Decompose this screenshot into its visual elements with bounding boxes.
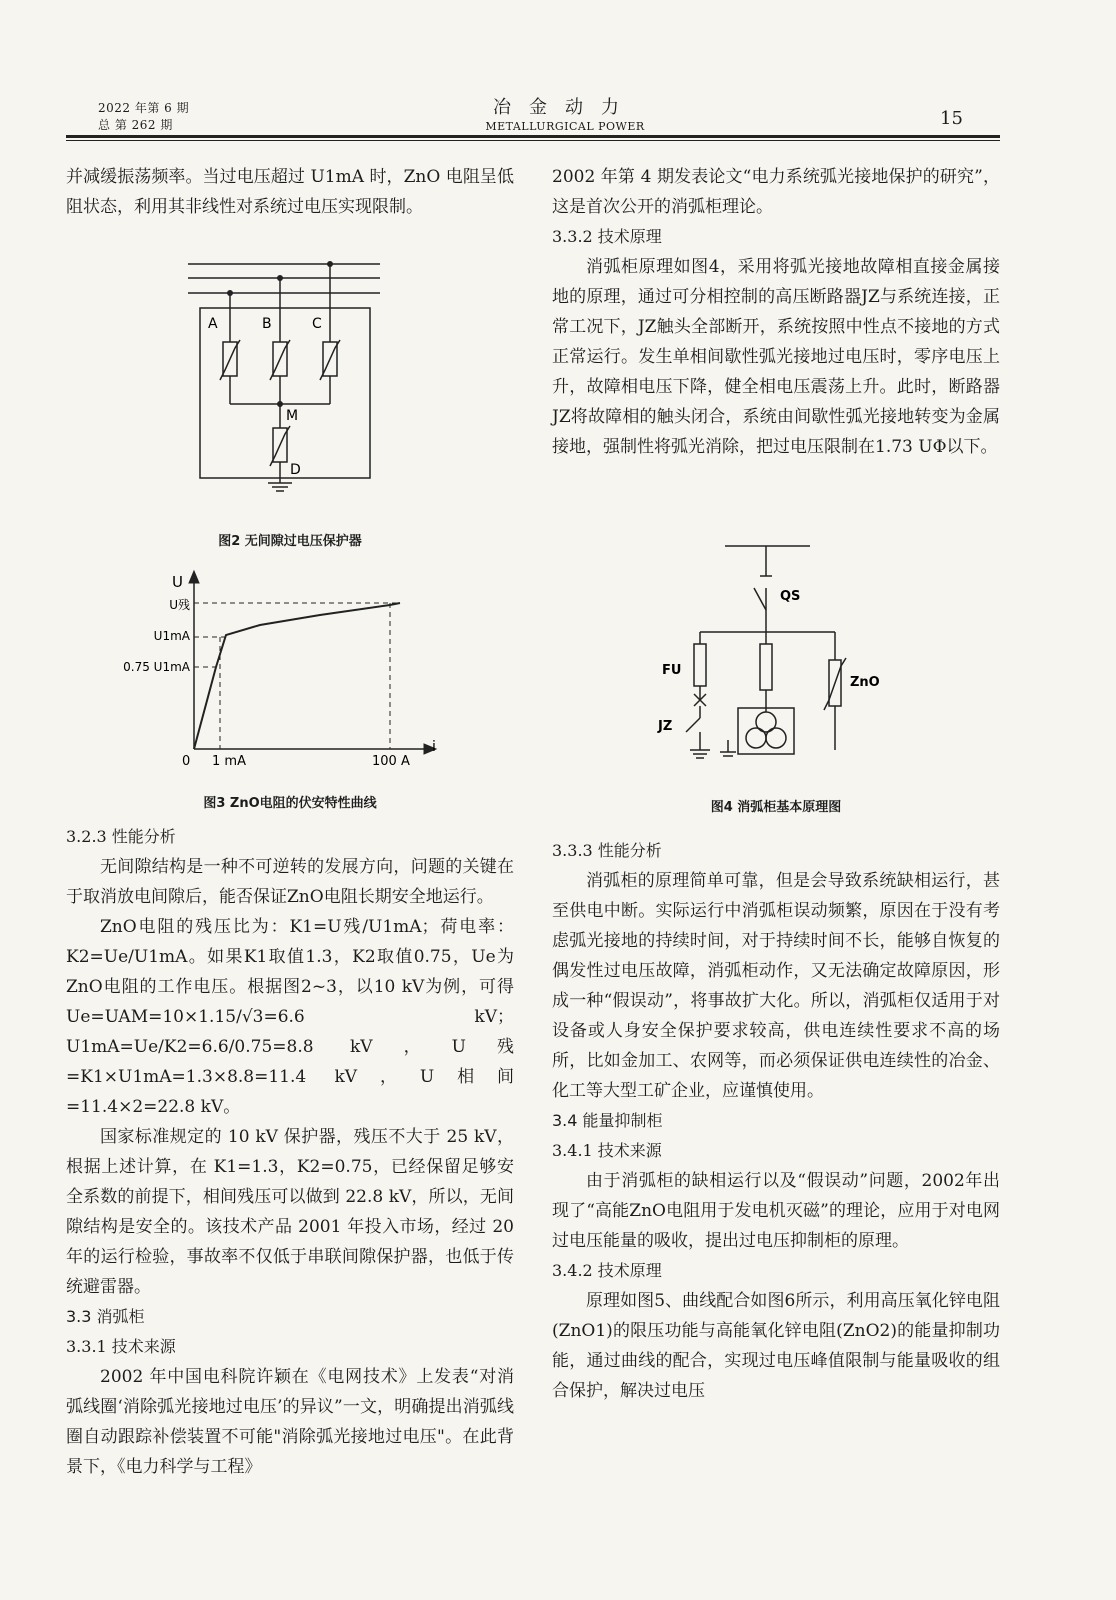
paragraph: 国家标准规定的 10 kV 保护器，残压不大于 25 kV，根据上述计算，在 K1=1.3，K2=0.75，已经保留足够安全系数的前提下，相间残压可以做到 22.8 kV，所以，无间隙结构是安全的。该技术产品 2001 年投入市场，经过 20 年的运行检验，事故率不仅低于串联间隙保护器，也低于传统避雷器。 xyxy=(66,1127,514,1297)
y-axis-label: U xyxy=(172,573,183,591)
section-heading: 3.3.2 技术原理 xyxy=(552,227,662,246)
left-column-top xyxy=(66,162,514,222)
paragraph: ZnO电阻的残压比为：K1=U残/U1mA；荷电率：K2=Ue/U1mA。如果K1取值1.3，K2取值0.75，Ue为ZnO电阻的工作电压。根据图2~3，以10 kV为例，可得Ue=UAM=10×1.15/√3=6.6 kV；U1mA=Ue/K2=6.6/0.75=8.8 kV，U残=K1×U1mA=1.3×8.8=11.4 kV，U相间=11.4×2=22.8 kV。 xyxy=(66,917,514,1117)
figure-2-diagram xyxy=(180,258,380,493)
label-m: M xyxy=(286,408,299,424)
header-rule-thick xyxy=(66,135,1000,138)
y-tick-075u1ma: 0.75 U1mA xyxy=(123,660,190,674)
left-column-bottom xyxy=(66,822,514,1482)
paragraph: 消弧柜原理如图4，采用将弧光接地故障相直接金属接地的原理，通过可分相控制的高压断路器JZ与系统连接，正常工况下，JZ触头全部断开，系统按照中性点不接地的方式正常运行。发生单相间歇性弧光接地过电压时，零序电压上升，故障相电压下降，健全相电压震荡上升。此时，断路器JZ将故障相的触头闭合，系统由间歇性弧光接地转变为金属接地，强制性将弧光消除，把过电压限制在1.73 UΦ以下。 xyxy=(552,257,1000,457)
paragraph: 无间隙结构是一种不可逆转的发展方向，问题的关键在于取消放电间隙后，能否保证ZnO电阻长期安全地运行。 xyxy=(66,857,514,907)
issue-info xyxy=(98,100,189,134)
label-a: A xyxy=(208,316,218,332)
figure-3-caption: 图3 ZnO电阻的伏安特性曲线 xyxy=(203,796,377,811)
journal-title-en: METALLURGICAL POWER xyxy=(485,120,645,133)
paragraph: 2002 年中国电科院许颖在《电网技术》上发表“对消弧线圈‘消除弧光接地过电压’的异议”一文，明确提出消弧线圈自动跟踪补偿装置不可能"消除弧光接地过电压"。在此背景下，《电力科学与工程》 xyxy=(66,1367,514,1477)
section-heading: 3.2.3 性能分析 xyxy=(66,827,176,846)
x-tick-1ma: 1 mA xyxy=(212,754,246,769)
label-c: C xyxy=(312,316,322,332)
label-jz: JZ xyxy=(658,719,673,734)
journal-title-cn: 冶金动力 xyxy=(493,97,637,118)
label-qs: QS xyxy=(780,589,801,604)
figure-4-caption: 图4 消弧柜基本原理图 xyxy=(710,800,842,815)
label-d: D xyxy=(290,462,301,478)
paragraph: 消弧柜的原理简单可靠，但是会导致系统缺相运行，甚至供电中断。实际运行中消弧柜误动频繁，原因在于没有考虑弧光接地的持续时间，对于持续时间不长，能够自恢复的偶发性过电压故障，消弧柜动作，又无法确定故障原因，形成一种“假误动”，将事故扩大化。所以，消弧柜仅适用于对设备或人身安全保护要求较高，供电连续性要求不高的场所，比如金加工、农网等，而必须保证供电连续性的冶金、化工等大型工矿企业，应谨慎使用。 xyxy=(552,871,1000,1101)
figure-2-caption: 图2 无间隙过电压保护器 xyxy=(218,534,362,549)
right-column-top xyxy=(552,162,1000,462)
paragraph: 2002 年第 4 期发表论文“电力系统弧光接地保护的研究”，这是首次公开的消弧柜理论。 xyxy=(552,167,1000,217)
label-b: B xyxy=(262,316,272,332)
figure-4-diagram xyxy=(658,540,900,780)
label-fu: FU xyxy=(662,663,682,678)
section-heading: 3.4.1 技术来源 xyxy=(552,1141,662,1160)
section-heading: 3.3 消弧柜 xyxy=(66,1307,145,1326)
header-rule-thin xyxy=(66,140,1000,141)
section-heading: 3.3.3 性能分析 xyxy=(552,841,662,860)
right-column-bottom xyxy=(552,836,1000,1406)
x-axis-label: i xyxy=(432,739,436,755)
label-zno: ZnO xyxy=(850,675,880,690)
section-heading: 3.4.2 技术原理 xyxy=(552,1261,662,1280)
y-tick-u1ma: U1mA xyxy=(153,629,190,643)
figure-3-chart xyxy=(120,565,450,775)
x-tick-0: 0 xyxy=(182,754,191,769)
paragraph: 并减缓振荡频率。当过电压超过 U1mA 时，ZnO 电阻呈低阻状态，利用其非线性对系统过电压实现限制。 xyxy=(66,167,514,217)
x-tick-100a: 100 A xyxy=(372,754,410,769)
section-heading: 3.3.1 技术来源 xyxy=(66,1337,176,1356)
issue-line-1: 2022 年第 6 期 xyxy=(98,101,190,115)
paragraph: 原理如图5、曲线配合如图6所示，利用高压氧化锌电阻(ZnO1)的限压功能与高能氧化锌电阻(ZnO2)的能量抑制功能，通过曲线的配合，实现过电压峰值限制与能量吸收的组合保护，解决过电压 xyxy=(552,1291,1000,1401)
page-number: 15 xyxy=(940,108,963,129)
section-heading: 3.4 能量抑制柜 xyxy=(552,1111,663,1130)
y-tick-ures: U残 xyxy=(169,598,190,612)
issue-line-2: 总 第 262 期 xyxy=(98,118,173,132)
journal-title xyxy=(400,96,730,134)
paragraph: 由于消弧柜的缺相运行以及“假误动”问题，2002年出现了“高能ZnO电阻用于发电机灭磁”的理论，应用于对电网过电压能量的吸收，提出过电压抑制柜的原理。 xyxy=(552,1171,1000,1251)
